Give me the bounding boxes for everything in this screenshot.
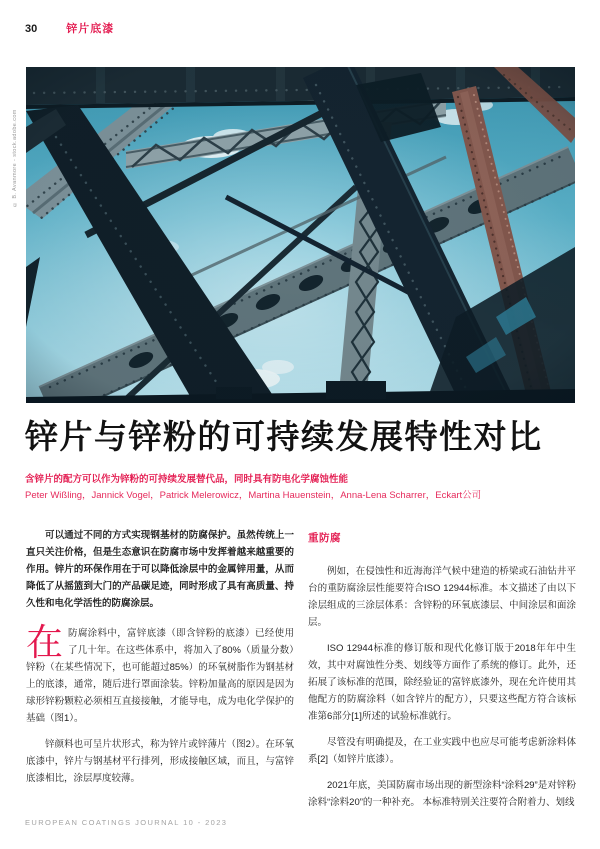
article-authors: Peter Wißling，Jannick Vogel，Patrick Melerowicz，Martina Hauenstein，Anna-Lena Scharrer，Eckart公司 [25, 490, 482, 501]
intro-paragraph: 可以通过不同的方式实现钢基材的防腐保护。虽然传统上一直只关注价格，但是生态意识在防腐市场中发挥着越来越重要的作用。锌片的环保作用在于可以降低涂层中的金属锌用量，从而降低了从摇篮到大门的产品碳足迹，同时形成了具有高质量、持久性和电化学活性的防腐涂层。 [26, 530, 294, 609]
body-paragraph-1 [26, 622, 294, 727]
article-body [26, 527, 576, 820]
bridge-truss-illustration [26, 67, 575, 403]
page-number: 30 [25, 23, 38, 35]
column-left [26, 527, 294, 820]
section2-paragraph-1: 例如，在侵蚀性和近海海洋气候中建造的桥梁或石油钻井平台的重防腐涂层性能要符合ISO 12944标准。本文描述了由以下涂层组成的三涂层体系：含锌粉的环氧底漆层、中间涂层和面涂层。 [308, 566, 576, 628]
body-paragraph-1-text: 防腐涂料中，富锌底漆（即含锌粉的底漆）已经使用了几十年。在这些体系中，将加入了80%（质量分数）锌粉（在某些情况下，也可能超过85%）的环氧树脂作为钢基材上的底漆，通常，随后进行罩面涂装。锌粉加量高的原因是因为球形锌粉颗粒必须相互直接接触，才能导电，成为电化学保护的基础（图1）。 [26, 628, 294, 724]
section2-paragraph-2: ISO 12944标准的修订版和现代化修订版于2018年年中生效，其中对腐蚀性分类、划线等方面作了系统的修订。此外，还拓展了该标准的范围，除经验证的富锌底漆外，现在允许使用其他配方的防腐涂料（如含锌片的配方），只要这些配方符合该标准第6部分[1]所述的试验标准就行。 [308, 643, 576, 722]
section2-paragraph-4: 2021年底，美国防腐市场出现的新型涂料“涂料29”是对锌粉涂料“涂料20”的一种补充。 本标准特别关注要符合附着力、划线 [308, 780, 576, 808]
page-header [25, 20, 114, 36]
article-subtitle: 含锌片的配方可以作为锌粉的可持续发展替代品，同时具有防电化学腐蚀性能 [25, 474, 349, 485]
photo-credit: © B. Avanmore - stock.adobe.com [12, 109, 18, 207]
hero-photo [12, 67, 575, 403]
section-label: 锌片底漆 [66, 23, 115, 35]
section2-paragraph-3: 尽管没有明确提及，在工业实践中也应尽可能考虑新涂料体系[2]（如锌片底漆）。 [308, 737, 576, 765]
article-title: 锌片与锌粉的可持续发展特性对比 [25, 418, 543, 455]
journal-footer [25, 818, 227, 827]
section-heading: 重防腐 [308, 532, 341, 544]
column-right [308, 527, 576, 820]
journal-footer-text: EUROPEAN COATINGS JOURNAL 10 - 2023 [25, 818, 228, 827]
body-paragraph-2: 锌颜料也可呈片状形式，称为锌片或锌薄片（图2）。在环氧底漆中，锌片与钢基材平行排列，形成接触区域，而且，与富锌底漆相比，涂层厚度较薄。 [26, 739, 294, 784]
drop-cap: 在 [26, 622, 63, 663]
